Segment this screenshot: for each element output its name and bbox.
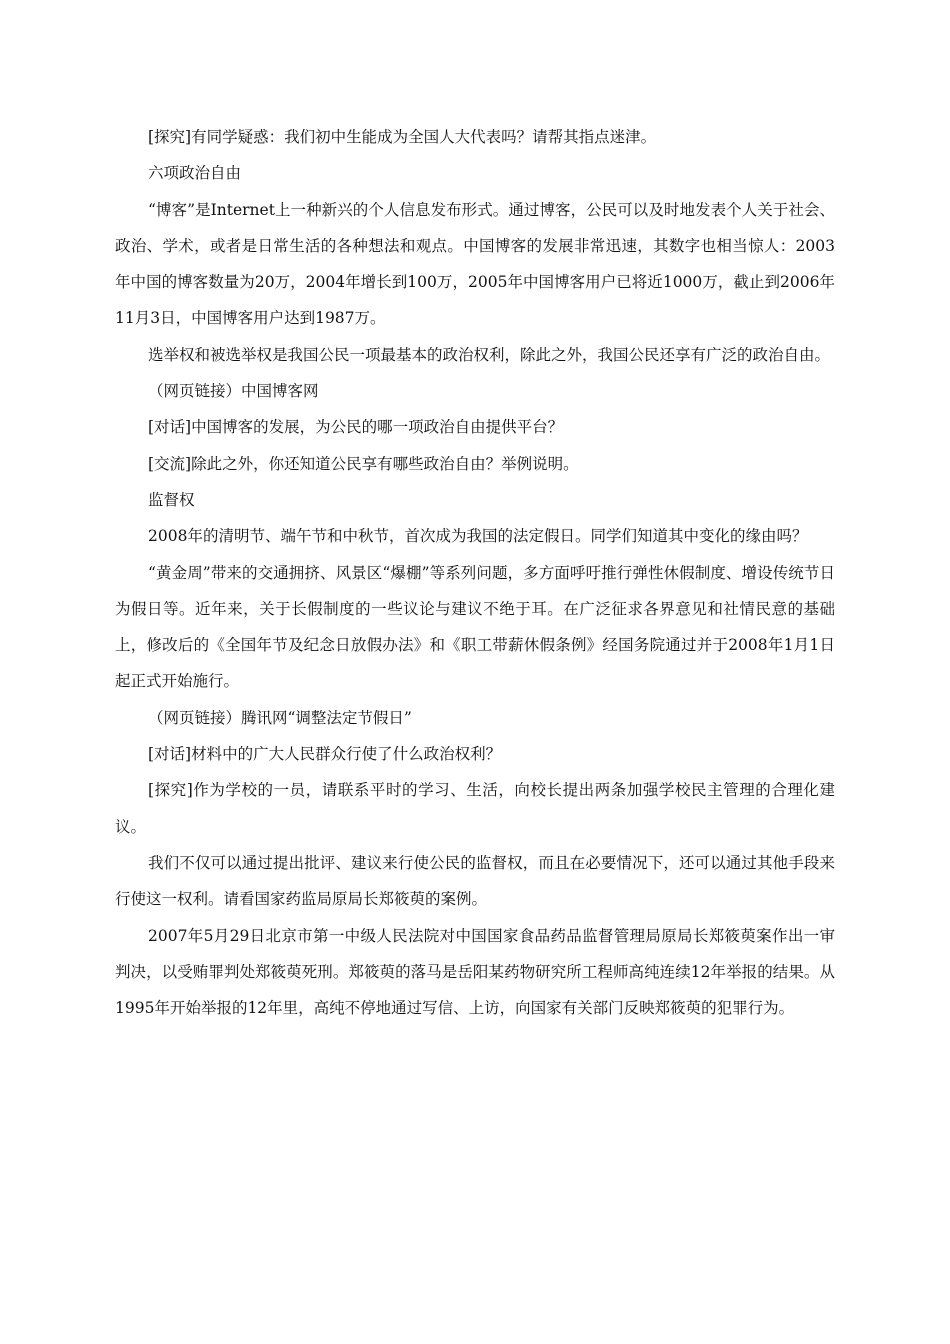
weblink-tencent-holidays: （网页链接）腾讯网“调整法定节假日” (148, 708, 412, 727)
paragraph-inquiry-school: [探究]作为学校的一员，请联系平时的学习、生活，向校长提出两条加强学校民主管理的合理化建议。 (115, 781, 835, 836)
weblink-china-blog: （网页链接）中国博客网 (148, 382, 319, 401)
paragraph-election-rights: 选举权和被选举权是我国公民一项最基本的政治权利，除此之外，我国公民还享有广泛的政治自由。 (148, 345, 831, 364)
document-body (115, 119, 835, 1026)
paragraph-inquiry-npc-deputy: [探究]有同学疑惑：我们初中生能成为全国人大代表吗？请帮其指点迷津。 (148, 128, 657, 146)
paragraph-supervision-means: 我们不仅可以通过提出批评、建议来行使公民的监督权，而且在必要情况下，还可以通过其他手段来行使这一权利。请看国家药监局原局长郑筱萸的案例。 (115, 853, 835, 909)
paragraph-zheng-case: 2007年5月29日北京市第一中级人民法院对中国国家食品药品监督管理局原局长郑筱萸案作出一审判决，以受贿罪判处郑筱萸死刑。郑筱萸的落马是岳阳某药物研究所工程师高纯连续12年举报的结果。从1995年开始举报的12年里，高纯不停地通过写信、上访，向国家有关部门反映郑筱萸的犯罪行为。 (115, 926, 835, 1018)
paragraph-golden-week: “黄金周”带来的交通拥挤、风景区“爆棚”等系列问题，多方面呼吁推行弹性休假制度、增设传统节日为假日等。近年来，关于长假制度的一些议论与建议不绝于耳。在广泛征求各界意见和社情民意的基础上，修改后的《全国年节及纪念日放假办法》和《职工带薪休假条例》经国务院通过并于2008年1月1日起正式开始施行。 (115, 563, 835, 691)
section-heading-political-freedoms: 六项政治自由 (148, 164, 242, 183)
paragraph-holidays-2008: 2008年的清明节、端午节和中秋节，首次成为我国的法定假日。同学们知道其中变化的缘由吗？ (148, 527, 808, 546)
paragraph-dialogue-rights: [对话]材料中的广大人民群众行使了什么政治权利？ (148, 745, 502, 764)
paragraph-blog-intro: “博客”是Internet上一种新兴的个人信息发布形式。通过博客，公民可以及时地发表个人关于社会、政治、学术，或者是日常生活的各种想法和观点。中国博客的发展非常迅速，其数字也相当惊人：2003年中国的博客数量为20万，2004年增长到100万，2005年中国博客用户已将近1000万，截止到2006年11月3日，中国博客用户达到1987万。 (115, 200, 835, 328)
paragraph-exchange-freedoms: [交流]除此之外，你还知道公民享有哪些政治自由？举例说明。 (148, 454, 579, 473)
section-heading-supervision-right: 监督权 (148, 490, 195, 509)
paragraph-dialogue-blog: [对话]中国博客的发展，为公民的哪一项政治自由提供平台？ (148, 418, 564, 437)
